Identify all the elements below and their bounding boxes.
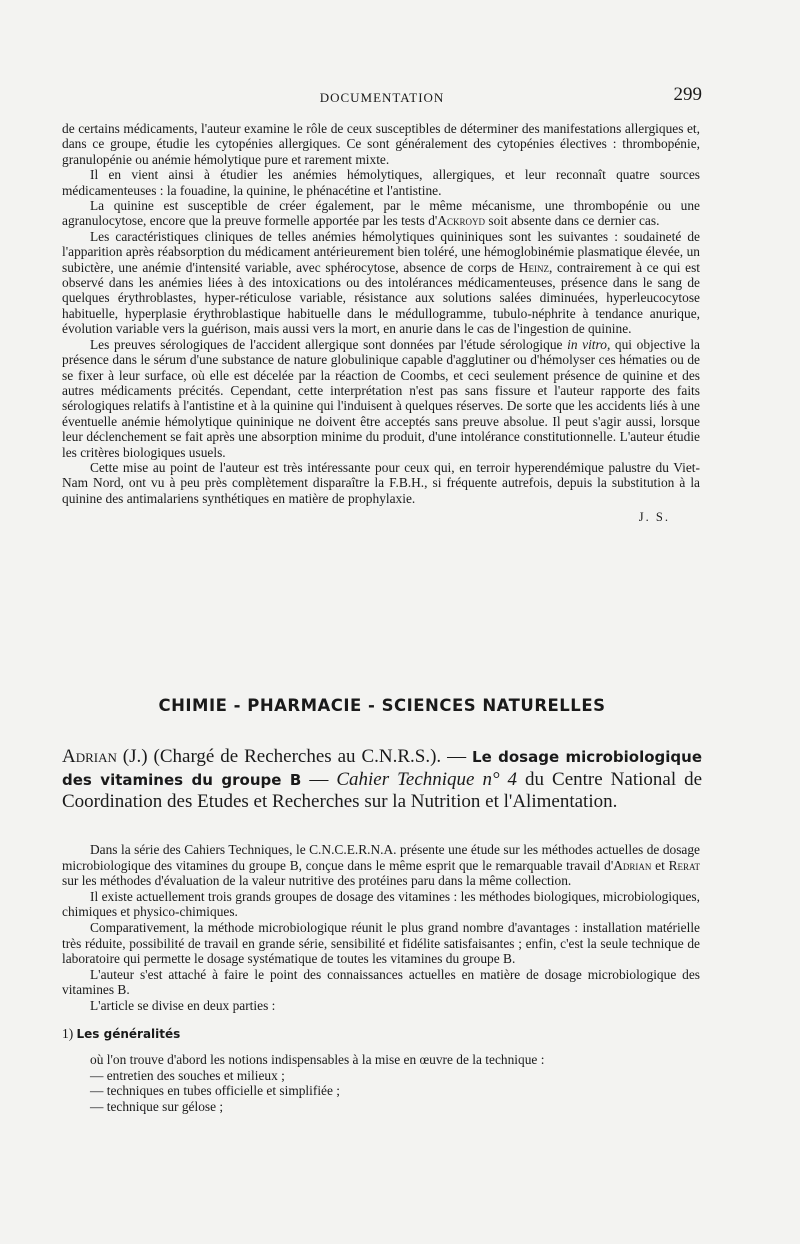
text-run: , qui objective la présence dans le sérum d'une substance de nature globulinique capable d'agglutiner ou d'hémolyser ces hématies ou de se fixer à leur surface, où elle est décelée par la réaction de Coombs, et ceci seulement présence de quinine et des autres médicaments précités. Cependant, cette interprétation n'est pas sans fissure et l'auteur rapporte des faits sérologiques relatifs à l'antistine et à la quinine qui l'induisent à quelques réserves. De sorte que les accidents liés à une éventuelle anémie hémolytique quininique ne doivent être acceptés sans preuve absolue. Il peut s'agir aussi, lorsque leur déclenchement se fait après une absorption minime du produit, d'une intolérance constitutionnelle. L'auteur étudie les critères biologiques usuels. (62, 336, 701, 460)
paragraph: Il en vient ainsi à étudier les anémies hémolytiques, allergiques, et leur reconnaît quatre sources médicamenteuses : la fouadine, la quinine, le phénacétine et l'antistine. (62, 167, 700, 198)
text-run: sur les méthodes d'évaluation de la valeur nutritive des protéines paru dans la même collection. (62, 873, 572, 889)
reference-author: Adrian (62, 746, 117, 767)
list-item: — technique sur gélose ; (90, 1098, 224, 1114)
reviewer-signature: J. S. (638, 510, 670, 525)
subsection-number: 1) (62, 1025, 77, 1041)
paragraph: Il existe actuellement trois grands groupes de dosage des vitamines : les méthodes biologiques, microbiologiques, chimiques et physico-chimiques. (62, 888, 700, 920)
paragraph: de certains médicaments, l'auteur examine le rôle de ceux susceptibles de déterminer des manifestations allergiques et, dans ce groupe, étudie les cytopénies allergiques. Ce sont généralement des cytopénies électives : thrombopénie, granulopénie ou anémie hémolytique pure et rarement mixte. (62, 121, 700, 167)
text-run: et (651, 857, 669, 873)
review-text-continued (62, 121, 700, 526)
paragraph: Comparativement, la méthode microbiologique réunit le plus grand nombre d'avantages : installation matérielle très réduite, possibilité de travail en grande série, sensibilité et fidélite satisfaisantes ; enfin, c'est la seule technique de laboratoire qui permette le dosage systématique de toutes les vitamines du groupe B. (62, 919, 700, 967)
reference-dash: — (301, 768, 337, 790)
text-run: La quinine est susceptible de créer également, par le même mécanisme, une thrombopénie ou une agranulocytose, encore que la preuve formelle apportée par les tests d' (62, 198, 700, 229)
text-run: soit absente dans ce dernier cas. (485, 213, 660, 229)
subsection-heading (62, 1026, 700, 1043)
author-name: Rerat (668, 857, 701, 873)
paragraph (62, 229, 700, 337)
paragraph (62, 337, 700, 460)
list-item: — entretien des souches et milieux ; (90, 1067, 285, 1083)
paragraph: L'article se divise en deux parties : (90, 997, 276, 1013)
italic-term: in vitro (567, 336, 607, 352)
reference-line (62, 746, 702, 813)
author-name: Adrian (613, 857, 652, 873)
reference-title: Le dosage microbiologique des vitamines du groupe B (62, 748, 702, 789)
review-text (62, 842, 700, 1115)
author-name: Ackroyd (437, 213, 486, 229)
section-heading: CHIMIE - PHARMACIE - SCIENCES NATURELLES (158, 696, 606, 715)
page-number: 299 (673, 84, 702, 105)
text-run: Dans la série des Cahiers Techniques, le C.N.C.E.R.N.A. présente une étude sur les méthodes actuelles de dosage microbiologique des vitamines du groupe B, conçue dans le même esprit que le remarquable travail d' (62, 842, 700, 873)
running-title: DOCUMENTATION (319, 90, 445, 105)
text-run: Les preuves sérologiques de l'accident allergique sont données par l'étude sérologique (90, 336, 568, 352)
subsection-title: Les généralités (76, 1026, 181, 1041)
reference-source-rest: du Centre National de Coordination des Etudes et Recherches sur la Nutrition et l'Alimentation. (62, 768, 703, 812)
text-run: , contrairement à ce qui est observé dans les anémies liées à des intoxications ou des intolérances médicamenteuses, présence dans le sang de quelques érythroblastes, hyper-réticulose variable, résistance aux solutions salées diminuées, hyperleucocytose habituelle, hyperplasie érythroblastique habituelle dans le médullogramme, tubulo-néphrite à tendance anurique, évolution variable vers la guérison, mais aussi vers la mort, en anurie dans le cas de l'ingestion de quinine. (62, 259, 700, 337)
paragraph: L'auteur s'est attaché à faire le point des connaissances actuelles en matière de dosage microbiologique des vitamines B. (62, 966, 700, 998)
paragraph: Cette mise au point de l'auteur est très intéressante pour ceux qui, en terroir hyperendémique palustre du Viet-Nam Nord, ont vu à peu près complètement disparaître la F.B.H., si fréquente autrefois, depuis la substitution à la quinine des antimalariens synthétiques en matière de prophylaxie. (62, 459, 700, 506)
running-header (62, 84, 702, 110)
reference-source: Cahier Technique n° 4 (336, 768, 518, 790)
reference-affiliation: (J.) (Chargé de Recherches au C.N.R.S.). — (116, 746, 473, 767)
paragraph: où l'on trouve d'abord les notions indispensables à la mise en œuvre de la technique : (90, 1052, 545, 1068)
bibliographic-reference (62, 746, 702, 813)
text-run: Les caractéristiques cliniques de telles anémies hémolytiques quininiques sont les suivantes : soudaineté de l'apparition après réabsorption du médicament antérieurement bien toléré, une hémoglobinémie plasmatique élevée, un subictère, une anémie d'intensité variable, avec sphérocytose, absence de corps de (62, 228, 700, 275)
paragraph (62, 198, 700, 229)
author-name: Heinz (518, 259, 549, 275)
list-item: — techniques en tubes officielle et simplifiée ; (90, 1083, 341, 1099)
paragraph (62, 842, 700, 889)
